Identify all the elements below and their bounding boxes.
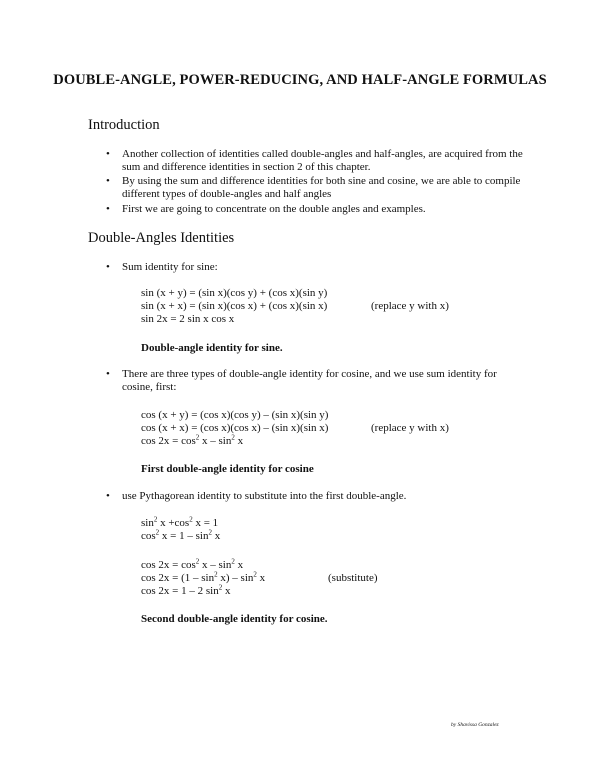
eq-text: x (234, 559, 244, 571)
bullet-icon: • (106, 148, 110, 160)
pythagorean-bullet-text: use Pythagorean identity to substitute into the first double-angle. (122, 490, 407, 502)
exponent: 2 (231, 557, 235, 566)
cosine-bullet-text: There are three types of double-angle identity for cosine, and we use sum identity for cosine, first: (122, 368, 497, 393)
cosine-bullet (106, 368, 526, 394)
sine-eq-3: sin 2x = 2 sin x cos x (141, 313, 235, 325)
exponent: 2 (195, 433, 200, 442)
bullet-icon: • (106, 368, 110, 380)
sine-eq-2: sin (x + x) = (sin x)(cos x) + (cos x)(sin x) (141, 300, 328, 312)
exponent: 2 (218, 583, 223, 592)
eq-text: cos 2x = cos (141, 435, 196, 447)
exponent: 2 (155, 528, 160, 537)
intro-bullet-1-text: Another collection of identities called double-angles and half-angles, are acquired from the sum and difference identities in section 2 of this chapter. (122, 148, 523, 173)
intro-bullet-3 (106, 203, 526, 216)
double-angles-heading: Double-Angles Identities (88, 230, 235, 246)
sine-note: (replace y with x) (371, 300, 449, 312)
pyth-eq-2 (141, 530, 220, 543)
exponent: 2 (208, 528, 212, 537)
pyth-eq-3 (141, 559, 243, 572)
cosine-note: (replace y with x) (371, 422, 449, 434)
cosine-eq-3 (141, 435, 243, 448)
eq-text: cos 2x = cos (141, 559, 196, 571)
sine-bullet-text: Sum identity for sine: (122, 261, 218, 273)
bullet-icon: • (106, 175, 110, 187)
pythagorean-bullet (106, 490, 526, 503)
intro-bullet-3-text: First we are going to concentrate on the double angles and examples. (122, 203, 426, 215)
eq-text: cos (141, 530, 156, 542)
sine-identity-label: Double-angle identity for sine. (141, 342, 283, 354)
eq-text: x) – sin (217, 572, 254, 584)
exponent: 2 (195, 557, 200, 566)
pyth-eq-1 (141, 517, 218, 530)
bullet-icon: • (106, 261, 110, 273)
cosine-eq-1: cos (x + y) = (cos x)(cos y) – (sin x)(sin y) (141, 409, 329, 421)
exponent: 2 (214, 570, 218, 579)
intro-bullet-2-text: By using the sum and difference identities for both sine and cosine, we are able to compile different types of double-angles and half angles (122, 175, 521, 200)
exponent: 2 (253, 570, 257, 579)
intro-heading: Introduction (88, 117, 160, 133)
eq-text: x (211, 530, 221, 542)
pyth-eq-5 (141, 585, 230, 598)
substitute-note: (substitute) (328, 572, 378, 584)
exponent: 2 (153, 515, 158, 524)
page-title: DOUBLE-ANGLE, POWER-REDUCING, AND HALF-ANGLE FORMULAS (53, 72, 547, 88)
bullet-icon: • (106, 203, 110, 215)
eq-text: x = 1 – sin (159, 530, 209, 542)
footer-author: by Shavissa Gonzalez (451, 722, 499, 728)
eq-text: cos 2x = 1 – 2 sin (141, 585, 219, 597)
eq-text: x – sin (199, 559, 232, 571)
cosine-eq-2: cos (x + x) = (cos x)(cos x) – (sin x)(sin x) (141, 422, 329, 434)
exponent: 2 (189, 515, 193, 524)
intro-bullet-2 (106, 175, 526, 201)
eq-text: x – sin (199, 435, 232, 447)
bullet-icon: • (106, 490, 110, 502)
exponent: 2 (231, 433, 235, 442)
cosine-first-identity-label: First double-angle identity for cosine (141, 463, 314, 475)
intro-bullet-1 (106, 148, 526, 174)
eq-text: sin (141, 517, 154, 529)
cosine-second-identity-label: Second double-angle identity for cosine. (141, 613, 328, 625)
eq-text: x = 1 (192, 517, 219, 529)
sine-bullet (106, 261, 526, 274)
eq-text: cos 2x = (1 – sin (141, 572, 215, 584)
eq-text: x +cos (157, 517, 190, 529)
pyth-eq-4 (141, 572, 265, 585)
eq-text: x (234, 435, 244, 447)
eq-text: x (256, 572, 266, 584)
sine-eq-1: sin (x + y) = (sin x)(cos y) + (cos x)(sin y) (141, 287, 328, 299)
eq-text: x (222, 585, 231, 597)
